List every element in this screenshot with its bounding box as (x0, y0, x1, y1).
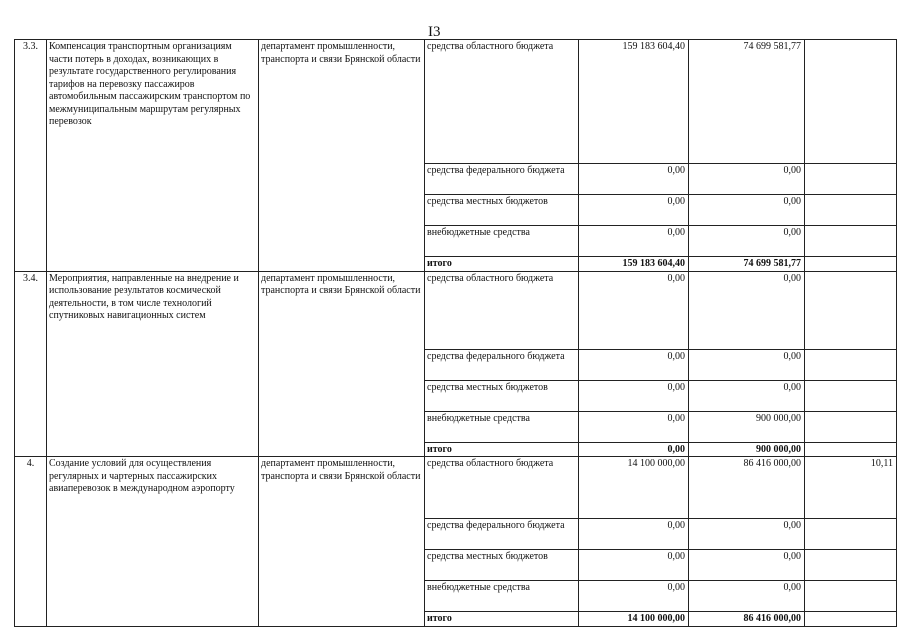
table-row (15, 271, 897, 349)
item-executor: департамент промышленности, транспорта и связи Брянской области (259, 40, 425, 272)
value-cell: 0,00 (689, 550, 805, 581)
total-value (805, 442, 897, 457)
value-cell: 159 183 604,40 (579, 40, 689, 164)
value-cell: 0,00 (579, 411, 689, 442)
total-value: 74 699 581,77 (689, 257, 805, 272)
page-number: I3 (428, 24, 441, 40)
total-label: итого (425, 442, 579, 457)
value-cell: 0,00 (579, 271, 689, 349)
value-cell: 0,00 (689, 349, 805, 380)
value-cell: 0,00 (579, 195, 689, 226)
source-label: внебюджетные средства (425, 226, 579, 257)
budget-table (14, 39, 897, 627)
value-cell: 900 000,00 (689, 411, 805, 442)
source-label: средства областного бюджета (425, 271, 579, 349)
value-cell: 0,00 (579, 380, 689, 411)
source-label: средства местных бюджетов (425, 550, 579, 581)
total-value: 159 183 604,40 (579, 257, 689, 272)
total-value: 14 100 000,00 (579, 612, 689, 627)
item-name: Компенсация транспортным организациям части потерь в доходах, возникающих в результате государственного регулирования тарифов на перевозку пассажиров автомобильным пассажирским транспортом по межмуниципальным маршрутам регулярных перевозок (47, 40, 259, 272)
source-label: средства федерального бюджета (425, 519, 579, 550)
value-cell (805, 195, 897, 226)
source-label: средства местных бюджетов (425, 195, 579, 226)
value-cell: 10,11 (805, 457, 897, 519)
value-cell (805, 349, 897, 380)
value-cell: 0,00 (579, 519, 689, 550)
value-cell: 0,00 (689, 380, 805, 411)
table-row (15, 457, 897, 519)
item-executor: департамент промышленности, транспорта и связи Брянской области (259, 271, 425, 457)
table-row (15, 40, 897, 164)
source-label: средства местных бюджетов (425, 380, 579, 411)
value-cell: 0,00 (689, 195, 805, 226)
value-cell: 14 100 000,00 (579, 457, 689, 519)
item-executor: департамент промышленности, транспорта и связи Брянской области (259, 457, 425, 627)
value-cell: 0,00 (689, 164, 805, 195)
total-value: 900 000,00 (689, 442, 805, 457)
value-cell (805, 40, 897, 164)
value-cell (805, 519, 897, 550)
source-label: средства областного бюджета (425, 40, 579, 164)
total-value: 86 416 000,00 (689, 612, 805, 627)
source-label: средства областного бюджета (425, 457, 579, 519)
total-value: 0,00 (579, 442, 689, 457)
value-cell (805, 380, 897, 411)
total-value (805, 612, 897, 627)
value-cell: 0,00 (579, 550, 689, 581)
value-cell (805, 411, 897, 442)
total-label: итого (425, 257, 579, 272)
source-label: средства федерального бюджета (425, 349, 579, 380)
item-name: Создание условий для осуществления регулярных и чартерных пассажирских авиаперевозок в международном аэропорту (47, 457, 259, 627)
value-cell (805, 271, 897, 349)
source-label: средства федерального бюджета (425, 164, 579, 195)
value-cell: 86 416 000,00 (689, 457, 805, 519)
value-cell: 0,00 (689, 519, 805, 550)
value-cell (805, 550, 897, 581)
value-cell: 0,00 (579, 164, 689, 195)
value-cell (805, 581, 897, 612)
total-value (805, 257, 897, 272)
value-cell: 0,00 (579, 226, 689, 257)
value-cell: 0,00 (689, 271, 805, 349)
value-cell (805, 164, 897, 195)
value-cell: 0,00 (689, 226, 805, 257)
source-label: внебюджетные средства (425, 581, 579, 612)
total-label: итого (425, 612, 579, 627)
item-number: 3.3. (15, 40, 47, 272)
item-number: 3.4. (15, 271, 47, 457)
value-cell: 0,00 (689, 581, 805, 612)
value-cell: 74 699 581,77 (689, 40, 805, 164)
value-cell: 0,00 (579, 349, 689, 380)
item-number: 4. (15, 457, 47, 627)
value-cell (805, 226, 897, 257)
source-label: внебюджетные средства (425, 411, 579, 442)
value-cell: 0,00 (579, 581, 689, 612)
item-name: Мероприятия, направленные на внедрение и использование результатов космической деятельности, в том числе технологий спутниковых навигационных систем (47, 271, 259, 457)
